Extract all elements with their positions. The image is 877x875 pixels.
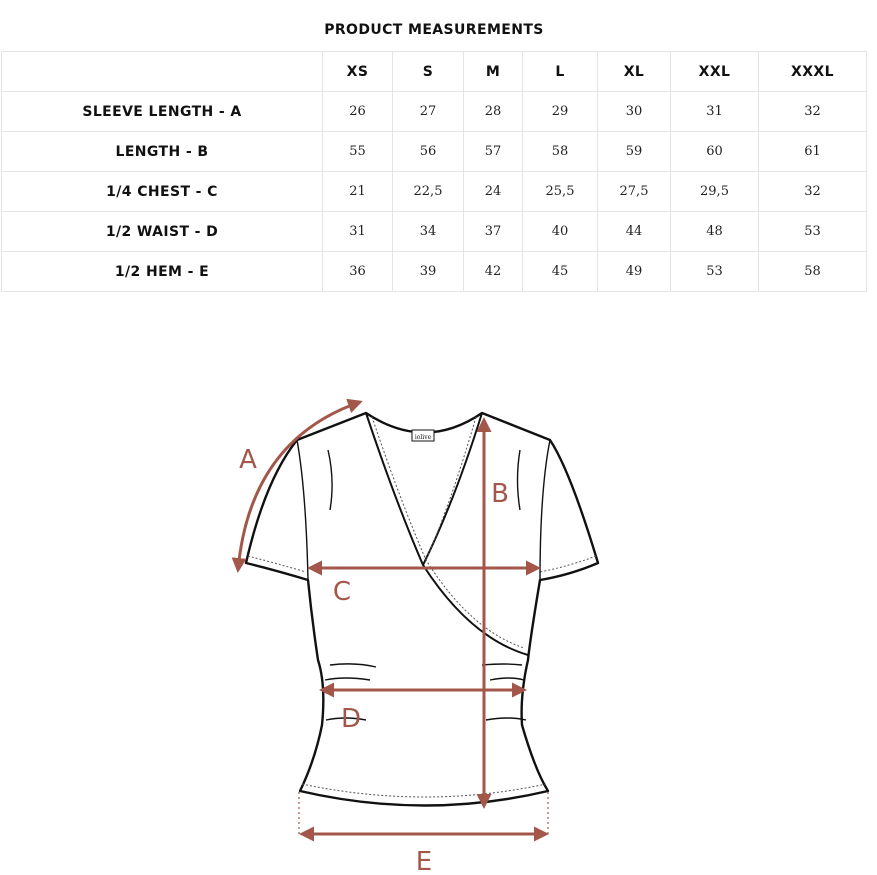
table-row [2, 252, 867, 292]
table-cell: 42 [464, 252, 523, 292]
table-row [2, 212, 867, 252]
table-cell: 32 [759, 172, 867, 212]
table-cell: 60 [671, 132, 759, 172]
table-cell: 56 [393, 132, 464, 172]
row-label: 1/4 CHEST - C [2, 172, 323, 212]
size-header-l: L [523, 52, 598, 92]
label-e: E [415, 847, 433, 871]
table-cell: 31 [323, 212, 393, 252]
table-cell: 57 [464, 132, 523, 172]
table-cell: 44 [598, 212, 671, 252]
tshirt-measurement-illustration [0, 380, 877, 871]
size-header-s: S [393, 52, 464, 92]
garment-diagram [0, 380, 877, 871]
table-cell: 29,5 [671, 172, 759, 212]
table-cell: 29 [523, 92, 598, 132]
size-header-xxl: XXL [671, 52, 759, 92]
table-cell: 22,5 [393, 172, 464, 212]
table-cell: 32 [759, 92, 867, 132]
table-cell: 59 [598, 132, 671, 172]
table-cell: 27,5 [598, 172, 671, 212]
size-header-m: M [464, 52, 523, 92]
table-header-row [2, 52, 867, 92]
table-cell: 36 [323, 252, 393, 292]
size-header-xs: XS [323, 52, 393, 92]
table-cell: 49 [598, 252, 671, 292]
table-cell: 61 [759, 132, 867, 172]
table-cell: 30 [598, 92, 671, 132]
table-cell: 21 [323, 172, 393, 212]
measurements-table [1, 51, 867, 292]
table-cell: 45 [523, 252, 598, 292]
brand-tag-text: iolive [414, 434, 432, 441]
table-cell: 58 [523, 132, 598, 172]
size-header-xxxl: XXXL [759, 52, 867, 92]
table-cell: 31 [671, 92, 759, 132]
row-label: 1/2 HEM - E [2, 252, 323, 292]
table-cell: 28 [464, 92, 523, 132]
header-corner [2, 52, 323, 92]
size-header-xl: XL [598, 52, 671, 92]
page-title: PRODUCT MEASUREMENTS [324, 22, 544, 38]
table-cell: 48 [671, 212, 759, 252]
table-cell: 53 [759, 212, 867, 252]
table-cell: 55 [323, 132, 393, 172]
table-cell: 40 [523, 212, 598, 252]
table-row [2, 172, 867, 212]
row-label: LENGTH - B [2, 132, 323, 172]
row-label: 1/2 WAIST - D [2, 212, 323, 252]
table-cell: 26 [323, 92, 393, 132]
table-cell: 34 [393, 212, 464, 252]
table-cell: 39 [393, 252, 464, 292]
table-cell: 27 [393, 92, 464, 132]
table-row [2, 92, 867, 132]
table-cell: 24 [464, 172, 523, 212]
label-b: B [491, 479, 509, 509]
table-cell: 53 [671, 252, 759, 292]
table-cell: 37 [464, 212, 523, 252]
label-d: D [340, 704, 362, 734]
label-c: C [332, 577, 352, 607]
table-cell: 58 [759, 252, 867, 292]
table-cell: 25,5 [523, 172, 598, 212]
table-row [2, 132, 867, 172]
label-a: A [239, 445, 257, 475]
row-label: SLEEVE LENGTH - A [2, 92, 323, 132]
